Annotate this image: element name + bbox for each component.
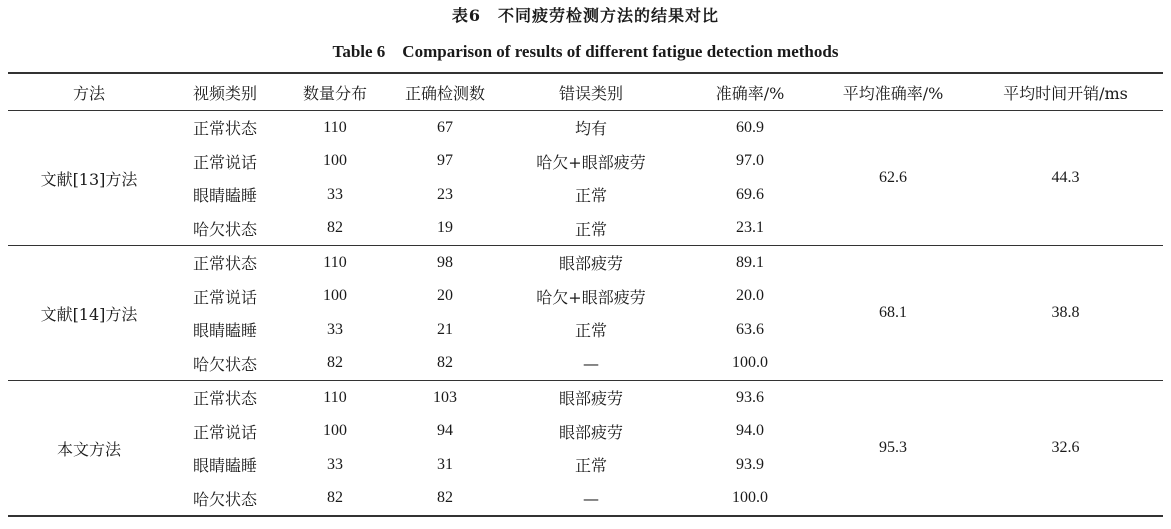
category-cell: 哈欠状态 [170,482,280,517]
accuracy-cell: 63.6 [736,320,764,338]
error-cell: 眼部疲劳 [558,422,623,442]
correct-cell: 82 [390,347,500,381]
header-count: 数量分布 [280,73,390,111]
table-row [8,381,1163,415]
correct-cell: 67 [437,118,453,136]
accuracy-cell: 100.0 [682,482,818,517]
count-cell: 110 [323,388,347,406]
count-cell: 82 [280,347,390,381]
count-cell: 82 [280,212,390,246]
avg-accuracy-cell: 68.1 [818,246,968,381]
accuracy-cell: 94.0 [736,422,764,440]
table-title-en: Table 6 Comparison of results of different fatigue detection methods [332,42,839,61]
avg-time-cell: 44.3 [968,111,1163,246]
correct-cell: 31 [437,455,453,473]
correct-cell: 97 [437,152,453,170]
avg-accuracy-cell: 62.6 [818,111,968,246]
category-cell: 正常说话 [192,287,257,307]
category-cell: 哈欠状态 [170,212,280,246]
count-cell: 33 [327,320,343,338]
category-cell: 眼睛瞌睡 [192,456,257,476]
accuracy-cell: 60.9 [736,118,764,136]
accuracy-cell: 69.6 [736,185,764,203]
category-cell: 正常说话 [192,152,257,172]
accuracy-cell: 23.1 [682,212,818,246]
error-cell: 正常 [500,212,682,246]
error-cell: 哈欠+眼部疲劳 [536,287,646,307]
correct-cell: 19 [390,212,500,246]
count-cell: 33 [327,455,343,473]
avg-time-cell: 32.6 [968,381,1163,517]
error-cell: 眼部疲劳 [558,254,623,274]
count-cell: 100 [323,287,347,305]
accuracy-cell: 20.0 [736,287,764,305]
accuracy-cell: 93.9 [736,455,764,473]
count-cell: 100 [323,152,347,170]
correct-cell: 21 [437,320,453,338]
count-cell: 33 [327,185,343,203]
error-cell: 正常 [574,321,607,341]
accuracy-cell: 100.0 [682,347,818,381]
table-row [8,246,1163,280]
category-cell: 眼睛瞌睡 [192,186,257,206]
table-caption [0,4,1171,64]
header-method: 方法 [8,73,170,111]
error-cell: 正常 [574,186,607,206]
error-cell: 均有 [574,119,607,139]
category-cell: 正常状态 [192,119,257,139]
count-cell: 82 [280,482,390,517]
header-avg-accuracy: 平均准确率/% [818,73,968,111]
correct-cell: 94 [437,422,453,440]
count-cell: 110 [323,253,347,271]
header-error-type: 错误类别 [500,73,682,111]
avg-time-cell: 38.8 [968,246,1163,381]
accuracy-cell: 89.1 [736,253,764,271]
error-cell: 眼部疲劳 [558,389,623,409]
results-table [8,72,1163,517]
method-cell: 文献[13]方法 [8,111,170,246]
accuracy-cell: 97.0 [736,152,764,170]
header-accuracy: 准确率/% [682,73,818,111]
table-title-cn: 表6 不同疲劳检测方法的结果对比 [451,6,720,25]
header-video-category: 视频类别 [170,73,280,111]
correct-cell: 23 [437,185,453,203]
error-cell: — [500,482,682,517]
category-cell: 正常状态 [192,254,257,274]
correct-cell: 20 [437,287,453,305]
correct-cell: 82 [390,482,500,517]
accuracy-cell: 93.6 [736,388,764,406]
correct-cell: 103 [433,388,457,406]
count-cell: 100 [323,422,347,440]
header-avg-time: 平均时间开销/ms [968,73,1163,111]
error-cell: — [500,347,682,381]
error-cell: 哈欠+眼部疲劳 [536,152,646,172]
error-cell: 正常 [574,456,607,476]
avg-accuracy-cell: 95.3 [818,381,968,517]
category-cell: 正常状态 [192,389,257,409]
header-correct: 正确检测数 [390,73,500,111]
category-cell: 哈欠状态 [170,347,280,381]
correct-cell: 98 [437,253,453,271]
header-row [8,73,1163,111]
method-cell: 文献[14]方法 [8,246,170,381]
method-cell: 本文方法 [8,381,170,517]
count-cell: 110 [323,118,347,136]
table-row [8,111,1163,145]
category-cell: 正常说话 [192,422,257,442]
category-cell: 眼睛瞌睡 [192,321,257,341]
